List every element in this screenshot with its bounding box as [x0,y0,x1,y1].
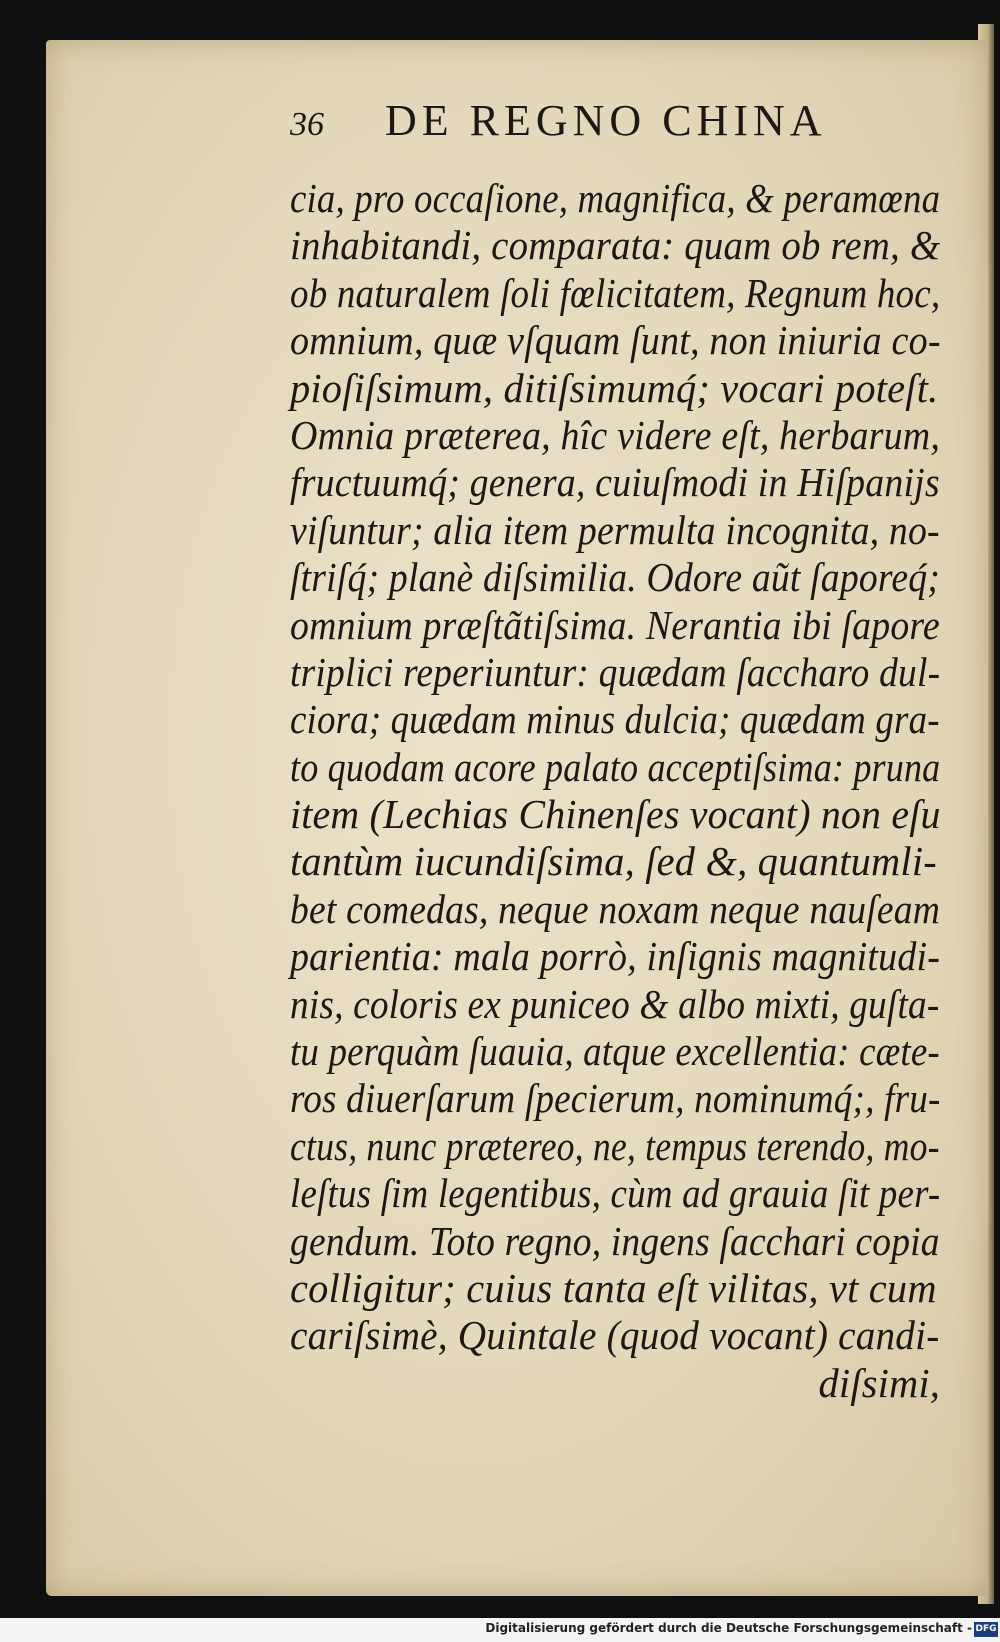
text-line: nis, coloris ex puniceo & albo mixti, guſta- [290,980,940,1027]
text-line: colligitur; cuius tanta eſt vilitas, vt cum [290,1264,937,1311]
page-content [290,95,950,1407]
text-line: ob naturalem ſoli fœlicitatem, Regnum hoc, [290,269,941,316]
text-line: ctus, nunc prætereo, ne, tempus terendo, mo- [290,1122,940,1169]
text-line: cia, pro occaſione, magnifica, & peramœna [290,175,941,221]
text-line: Omnia præterea, hîc videre eſt, herbarum, [290,411,941,458]
page-header [290,95,950,175]
text-line: leſtus ſim legentibus, cùm ad grauia ſit per- [290,1170,941,1217]
page-number: 36 [290,106,324,143]
footer-bar [0,1618,1000,1642]
running-title: DE REGNO CHINA [385,96,827,145]
text-line: gendum. Toto regno, ingens ſacchari copia [290,1217,940,1264]
footer-credit: Digitalisierung gefördert durch die Deutsche Forschungsgemeinschaft - [485,1621,972,1635]
text-line: ciora; quædam minus dulcia; quædam gra- [290,696,940,743]
catchword: diſsimi, [818,1359,941,1406]
text-line: to quodam acore palato acceptiſsima: pruna [290,743,941,790]
text-line: parientia: mala porrò, inſignis magnitudi- [290,933,941,980]
text-line: bet comedas, neque noxam neque nauſeam [290,885,941,932]
dfg-logo: DFG [974,1622,998,1637]
body-text [290,175,950,1407]
text-line: tantùm iucundiſsima, ſed &, quantumli- [290,838,937,885]
text-line: tu perquàm ſuauia, atque excellentia: cæte- [290,1028,940,1075]
text-line: item (Lechias Chinenſes vocant) non eſu [290,791,941,838]
text-line: cariſsimè, Quintale (quod vocant) candi- [290,1312,940,1359]
text-line: inhabitandi, comparata: quam ob rem, & [290,222,941,269]
text-line: fructuumq́; genera, cuiuſmodi in Hiſpanijs [290,459,940,506]
text-line: pioſiſsimum, ditiſsimumq́; vocari poteſt. [290,364,939,411]
text-line: omnium præſtãtiſsima. Nerantia ibi ſapore [290,601,940,648]
text-line: omnium, quæ vſquam ſunt, non iniuria co- [290,317,941,364]
text-line: viſuntur; alia item permulta incognita, no- [290,506,940,553]
text-line: triplici reperiuntur: quædam ſaccharo dul- [290,648,941,695]
text-line: ſtriſq́; planè diſsimilia. Odore aũt ſaporeq́; [290,554,941,601]
text-line: ros diuerſarum ſpecierum, nominumq́;, fru- [290,1075,941,1122]
